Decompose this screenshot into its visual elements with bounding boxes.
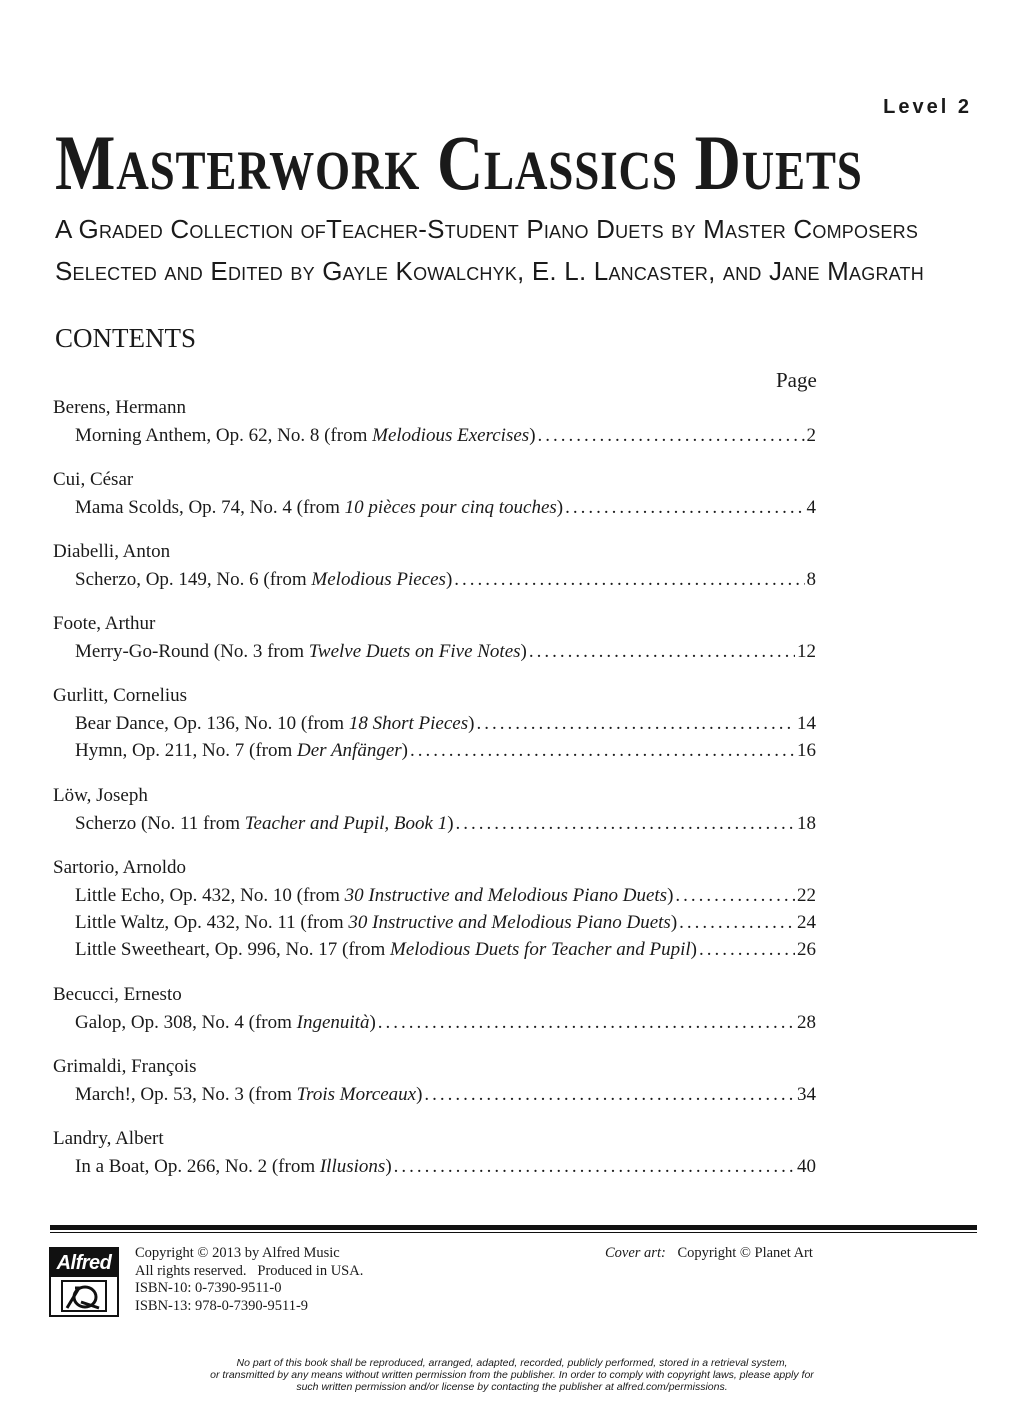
page-number: 12 <box>797 641 816 662</box>
legal-notice <box>120 1357 904 1393</box>
piece-title: Little Sweetheart, Op. 996, No. 17 (from <box>75 939 391 960</box>
logo-emblem-icon <box>51 1277 117 1315</box>
rights-line: All rights reserved. Produced in USA. <box>135 1262 364 1279</box>
toc-entry <box>75 813 816 839</box>
composer-name: Diabelli, Anton <box>53 541 171 562</box>
cover-art-label: Cover art: <box>605 1245 666 1261</box>
piece-title-close: ) <box>690 939 697 960</box>
composer-name: Berens, Hermann <box>53 397 186 418</box>
dot-leader <box>675 885 795 907</box>
page-number: 2 <box>806 425 816 446</box>
piece-source: 30 Instructive and Melodious Piano Duets <box>348 912 671 933</box>
dot-leader <box>699 939 795 961</box>
piece-title-close: ) <box>369 1012 376 1033</box>
composer-name: Landry, Albert <box>53 1128 164 1149</box>
dot-leader <box>679 912 795 934</box>
toc-entry <box>75 1156 816 1182</box>
dot-leader <box>476 713 795 735</box>
piece-title: In a Boat, Op. 266, No. 2 (from <box>75 1156 320 1177</box>
page-number: 16 <box>797 740 816 761</box>
legal-line: No part of this book shall be reproduced, arranged, adapted, recorded, publicly performed, stored in a retrieval system, <box>236 1357 788 1369</box>
piece-title: Scherzo (No. 11 from <box>75 813 245 834</box>
piece-title: Merry-Go-Round (No. 3 from <box>75 641 309 662</box>
composer-name: Foote, Arthur <box>53 613 156 634</box>
composer-name: Gurlitt, Cornelius <box>53 685 188 706</box>
page-number: 22 <box>797 885 816 906</box>
toc-entry <box>75 885 816 911</box>
piece-source: Trois Morceaux <box>296 1084 417 1105</box>
page-number: 4 <box>806 497 816 518</box>
piece-title-close: ) <box>385 1156 392 1177</box>
dot-leader <box>456 813 795 835</box>
footer-divider-thick <box>50 1225 977 1230</box>
piece-source: 10 pièces pour cinq touches <box>344 497 557 518</box>
page-number: 34 <box>797 1084 816 1105</box>
copyright-block <box>135 1245 363 1315</box>
dot-leader <box>424 1084 795 1106</box>
piece-title: Morning Anthem, Op. 62, No. 8 (from <box>75 425 373 446</box>
dot-leader <box>565 497 804 519</box>
piece-title-close: ) <box>401 740 408 761</box>
composer-name: Cui, César <box>53 469 134 490</box>
composer-name: Löw, Joseph <box>53 785 148 806</box>
isbn13-line: ISBN-13: 978-0-7390-9511-9 <box>135 1297 309 1314</box>
piece-title: March!, Op. 53, No. 3 (from <box>75 1084 297 1105</box>
subtitle-collection: A Graded Collection ofTeacher-Student Piano Duets by Master Composers <box>55 214 919 244</box>
piece-source: Twelve Duets on Five Notes <box>308 641 521 662</box>
piece-source: Ingenuità <box>296 1012 370 1033</box>
piece-title-close: ) <box>556 497 564 518</box>
publisher-logo <box>49 1247 119 1317</box>
page-column-header: Page <box>776 368 817 392</box>
logo-wordmark: Alfred <box>51 1249 117 1277</box>
piece-title: Little Waltz, Op. 432, No. 11 (from <box>75 912 349 933</box>
page-title: Masterwork Classics Duets <box>55 119 863 206</box>
composer-name: Sartorio, Arnoldo <box>53 857 186 878</box>
cover-art-credit <box>605 1245 813 1262</box>
piece-source: Melodious Duets for Teacher and Pupil <box>390 939 691 960</box>
piece-title: Little Echo, Op. 432, No. 10 (from <box>75 885 345 906</box>
toc-entry <box>75 641 816 667</box>
piece-title-close: ) <box>529 425 536 446</box>
piece-source: Der Anfänger <box>297 740 402 761</box>
toc-entry <box>75 1084 816 1110</box>
piece-source: Melodious Pieces <box>311 569 446 590</box>
legal-line: such written permission and/or license by contacting the publisher at alfred.com/permissions. <box>296 1381 728 1393</box>
page-number: 24 <box>797 912 816 933</box>
piece-source: 30 Instructive and Melodious Piano Duets <box>344 885 668 906</box>
composer-name: Grimaldi, François <box>53 1056 197 1077</box>
toc-entry <box>75 569 816 595</box>
level-label: Level 2 <box>883 96 972 118</box>
toc-entry <box>75 713 816 739</box>
piece-title-close: ) <box>447 813 454 834</box>
piece-title-close: ) <box>670 912 678 933</box>
subtitle-editors: Selected and Edited by Gayle Kowalchyk, E. L. Lancaster, and Jane Magrath <box>55 256 924 286</box>
footer-divider-thin <box>50 1232 977 1233</box>
dot-leader <box>529 641 795 663</box>
page-number: 40 <box>797 1156 816 1177</box>
toc-entry <box>75 912 816 938</box>
toc-entry <box>75 740 816 766</box>
page-number: 8 <box>806 569 816 590</box>
page-number: 26 <box>797 939 816 960</box>
isbn10-line: ISBN-10: 0-7390-9511-0 <box>135 1280 282 1296</box>
piece-title: Scherzo, Op. 149, No. 6 (from <box>75 569 312 590</box>
page-number: 28 <box>797 1012 816 1033</box>
piece-source: 18 Short Pieces <box>348 713 469 734</box>
legal-line: or transmitted by any means without written permission from the publisher. In order to comply with copyright laws, please apply for <box>210 1369 814 1381</box>
dot-leader <box>538 425 805 447</box>
page-number: 14 <box>797 713 816 734</box>
piece-source: Teacher and Pupil, Book 1 <box>244 813 448 834</box>
piece-title-close: ) <box>520 641 527 662</box>
piece-title-close: ) <box>445 569 453 590</box>
piece-title-close: ) <box>667 885 674 906</box>
piece-title: Hymn, Op. 211, No. 7 (from <box>75 740 297 761</box>
toc-entry <box>75 939 816 965</box>
dot-leader <box>394 1156 795 1178</box>
piece-title: Galop, Op. 308, No. 4 (from <box>75 1012 297 1033</box>
piece-source: Illusions <box>319 1156 386 1177</box>
copyright-line: Copyright © 2013 by Alfred Music <box>135 1245 340 1261</box>
contents-heading: CONTENTS <box>55 323 196 353</box>
piece-title-close: ) <box>416 1084 423 1105</box>
piece-title: Mama Scolds, Op. 74, No. 4 (from <box>75 497 345 518</box>
dot-leader <box>410 740 795 762</box>
toc-entry <box>75 1012 816 1038</box>
cover-art-text: Copyright © Planet Art <box>677 1245 813 1261</box>
page-number: 18 <box>797 813 816 834</box>
toc-entry <box>75 497 816 523</box>
composer-name: Becucci, Ernesto <box>53 984 182 1005</box>
dot-leader <box>378 1012 795 1034</box>
dot-leader <box>454 569 804 591</box>
piece-title: Bear Dance, Op. 136, No. 10 (from <box>75 713 349 734</box>
piece-title-close: ) <box>468 713 475 734</box>
piece-source: Melodious Exercises <box>372 425 530 446</box>
toc-entry <box>75 425 816 451</box>
